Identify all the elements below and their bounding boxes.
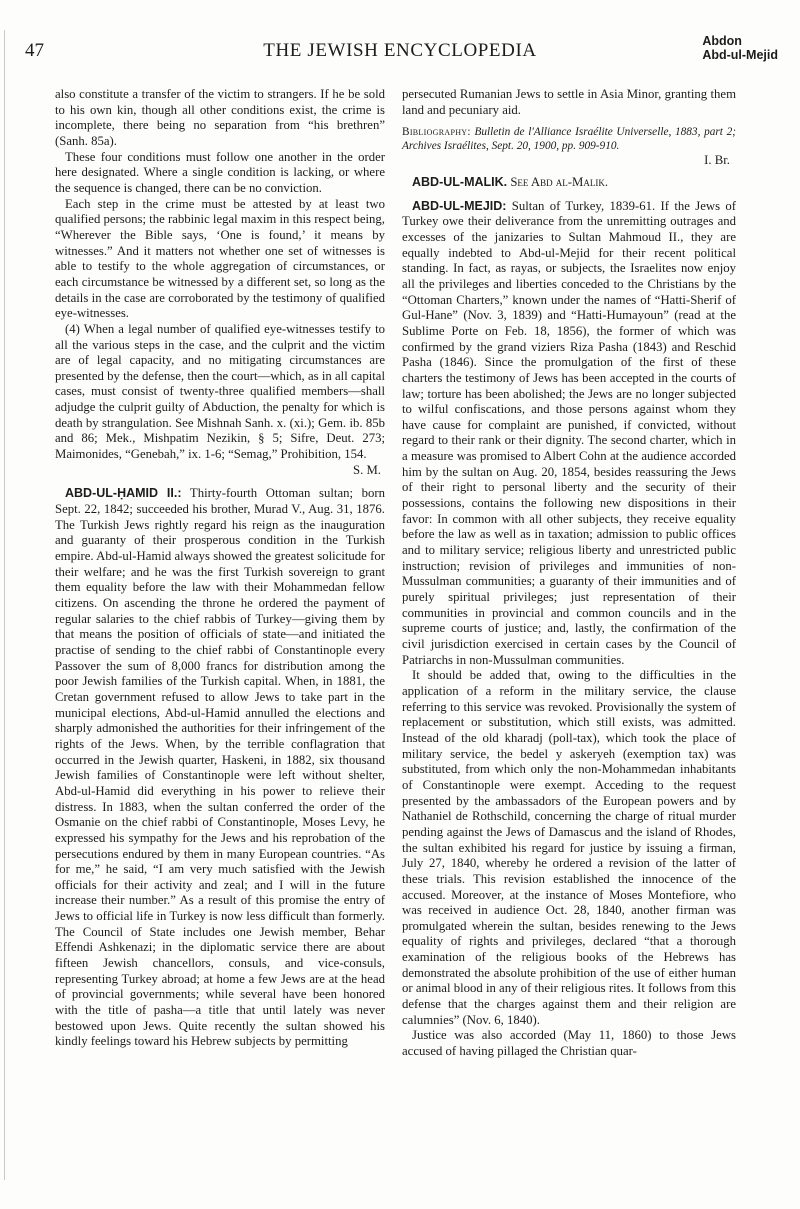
bibliography-label: Bibliography: — [402, 126, 471, 139]
entry-abd-ul-hamid — [55, 486, 385, 1050]
running-title: THE JEWISH ENCYCLOPEDIA — [263, 40, 537, 61]
paragraph: Each step in the crime must be attested by at least two qualified persons; the rabbinic legal maxim in this respect being, “Wherever the Bible says, ‘One is found,’ it means by witnesses.” And it matters not whether one set of witnesses is able to testify to the whole aggregation of circumstances, or each circumstance be witnessed by a different set, so long as the details in the case are corroborated by the testimony of qualified eye-witnesses. — [55, 196, 385, 321]
right-column — [402, 87, 736, 1060]
entry-abd-ul-malik — [402, 175, 736, 191]
running-header — [0, 34, 800, 70]
guide-word-last: Abd-ul-Mejid — [702, 48, 778, 62]
entry-body: Thirty-fourth Ottoman sultan; born Sept. 22, 1842; succeeded his brother, Murad V., Aug. 31, 1876. The Turkish Jews rightly regard his reign as the inauguration and guaranty of their prosperous condition in the Turkish empire. Abd-ul-Hamid always showed the greatest solicitude for their welfare; and he was the first Turkish sovereign to grant them equality before the law with their Mohammedan fellow citizens. On ascending the throne he ordered the payment of regular salaries to the chief rabbis of Turkey—giving them by that means the position of officials of state—and initiated the practise of sending to the chief rabbi of Constantinople every Passover the sum of 8,000 francs for distribution among the poor Jewish families of the Turkish capital. When, in 1881, the Cretan government refused to allow Jews to take part in the municipal elections, Abd-ul-Hamid annulled the elections and sharply admonished the authorities for their infringement of the rights of the Jews. When, by the terrible conflagration that occurred in the Jewish quarter, Haskeni, in 1882, six thousand Jewish families of Constantinople were left without shelter, Abd-ul-Hamid did everything in his power to relieve their distress. In 1883, when the sultan conferred the order of the Osmanie on the chief rabbi of Constantinople, Moses Levy, he expressed his sympathy for the Jews and his reprobation of the persecutions endured by them in many European countries. “As for me,” he said, “I am very much satisfied with the Jewish officials for their activity and zeal; and I will in the future increase their number.” As a result of this promise the entry of Jews to official life in Turkey is now less difficult than formerly. The Council of State includes one Jewish member, Behar Effendi Ashkenazi; in the diplomatic service there are about fifteen Jewish chancellors, consuls, and vice-consuls, representing Turkey abroad; at home a few Jews are at the head of provincial governments; while several have been honored with the title of pasha—a title that until lately was never bestowed upon Jews. Quite recently the sultan showed his kindly feelings toward his Hebrew subjects by permitting — [55, 486, 385, 1049]
guide-words — [702, 34, 778, 62]
left-column — [55, 87, 385, 1050]
paragraph: These four conditions must follow one another in the order here designated. Where a single condition is lacking, or where the sequence is changed, there can be no conviction. — [55, 149, 385, 195]
page-number: 47 — [25, 40, 44, 61]
entry-body: Sultan of Turkey, 1839-61. If the Jews of Turkey owe their deliverance from the unremitting outrages and excesses of the janizaries to Sultan Mahmoud II., they are equally indebted to Abd-ul-Mejid for their recent political standing. In fact, as rayas, or subjects, the Israelites now enjoy all the privileges and liberties conceded to the Christians by the “Ottoman Charters,” known under the names of “Hatti-Sherif of Gul-Hane” (Nov. 3, 1839) and “Hatti-Humayoun” (read at the Sublime Porte on Feb. 18, 1856), the former of which was confirmed by the grand viziers Riza Pasha (1843) and Reschid Pasha (1846). Since the promulgation of the first of these charters the testimony of Jews has been accepted in the courts of law; torture has been abolished; the Jews are no longer subjected to wilful confiscations, and those persons against whom they have cause for complaint are punished, if convicted, without regard to their rank or their dignity. The second charter, which in a measure was promised to Albert Cohn at the audience accorded him by the sultan on Aug. 20, 1854, besides reassuring the Jews of their right to personal liberty and the security of their possessions, contains the following new dispositions in their favor: In common with all other subjects, they receive equality before the law as well as in taxation; admission to public offices and to military service; religious liberty and unrestricted public instruction; revision of privileges and immunities of non-Mussulman communities; a guaranty of their immunities and of purely spiritual privileges; just representation of their communities in provincial and common councils and in the supreme courts of justice; and, lastly, the confirmation of the civil jurisdiction exercised in certain cases by the Council of Patriarchs in non-Mussulman communities. — [402, 198, 736, 667]
author-signature: I. Br. — [704, 153, 730, 168]
entry-headword: ABD-UL-MEJID: — [412, 198, 507, 213]
paragraph: persecuted Rumanian Jews to settle in Asia Minor, granting them land and pecuniary aid. — [402, 87, 736, 117]
paragraph: also constitute a transfer of the victim to strangers. If he be sold to his own kin, though all other conditions exist, the crime is incomplete, there being no separation from “his brethren” (Sanh. 85a). — [55, 87, 385, 148]
bibliography-text: Bulletin de l'Alliance Israélite Universelle, 1883, part 2; Archives Israélites, Sept. 20, 1900, pp. 909-910. — [402, 126, 736, 153]
entry-abd-ul-mejid — [402, 199, 736, 669]
paragraph: (4) When a legal number of qualified eye-witnesses testify to all the various steps in the case, and the culprit and the victim are of legal capacity, and no mitigating circumstances are presented by the defense, then the court—which, as in all capital cases, must consist of twenty-three qualified members—shall adjudge the culprit guilty of Abduction, the penalty for which is death by strangulation. See Mishnah Sanh. x. (xi.); Gem. ib. 85b and 86; Mek., Mishpatim Nezikin, § 5; Sifre, Deut. 273; Maimonides, “Genebah,” ix. 1-6; “Semag,” Prohibition, 154. — [55, 321, 385, 462]
cross-reference: See Abd al-Malik. — [510, 174, 609, 189]
page-edge-line — [4, 30, 5, 1180]
guide-word-first: Abdon — [702, 34, 742, 48]
paragraph: Justice was also accorded (May 11, 1860) to those Jews accused of having pillaged the Christian quar- — [402, 1028, 736, 1059]
bibliography — [402, 125, 736, 153]
author-signature: S. M. — [353, 462, 381, 477]
paragraph: It should be added that, owing to the difficulties in the application of a reform in the military service, the clause referring to this service was revoked. Provisionally the system of replacement or substitution, which still exists, was admitted. Instead of the old kharadj (poll-tax), which took the place of military service, the bedel y askeryeh (exemption tax) was substituted, from which only the non-Mohammedan inhabitants of Constantinople were exempt. Acceding to the request presented by the ambassadors of the European powers and by Nathaniel de Rothschild, concerning the charge of ritual murder pending against the Jews of Damascus and the island of Rhodes, the sultan exhibited his regard for justice by issuing a firman, July 27, 1840, whereby he ordered a revision of the latter of these trials. This revision established the innocence of the accused. Moreover, at the instance of Moses Montefiore, who was received in audience Oct. 28, 1840, another firman was promulgated wherein the sultan, besides renewing to the Jews equality of rights and privileges, declared “that a thorough examination of the religious books of the Hebrews has demonstrated the absolute prohibition of the use of either human or animal blood in any of their religious rites. It follows from this defense that the charges against them and their religion are calumnies” (Nov. 6, 1840). — [402, 668, 736, 1027]
entry-headword: ABD-UL-ḤAMID II.: — [65, 486, 182, 501]
entry-headword: ABD-UL-MALIK. — [412, 174, 508, 189]
